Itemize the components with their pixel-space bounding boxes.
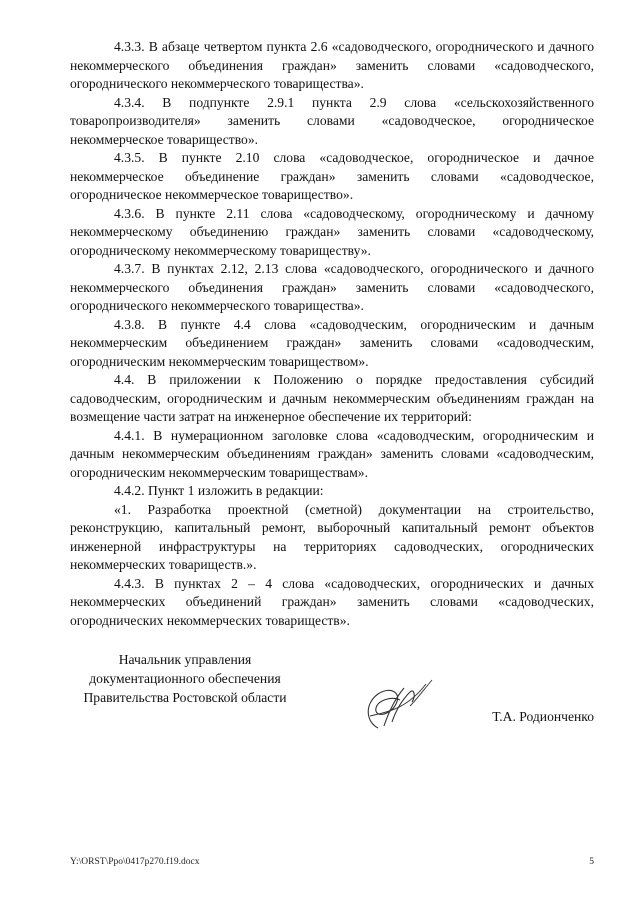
- page-number: 5: [589, 857, 594, 867]
- signature-block: [70, 650, 594, 740]
- paragraph-4-3-7: 4.3.7. В пунктах 2.12, 2.13 слова «садоводческого, огороднического и дачного некоммерческого объединения граждан» заменить словами «садоводческого, огороднического некоммерческого товарищества».: [70, 261, 594, 313]
- signatory-title-line-3: Правительства Ростовской области: [83, 690, 287, 705]
- document-page: [70, 38, 594, 724]
- paragraph-4-4-2: 4.4.2. Пункт 1 изложить в редакции:: [114, 483, 324, 498]
- handwritten-signature: [356, 670, 436, 740]
- signatory-title: [70, 650, 300, 707]
- paragraph-4-3-4: 4.3.4. В подпункте 2.9.1 пункта 2.9 слова «сельскохозяйственного товаропроизводителя» заменить словами «садоводческое, огородническое некоммерческое товарищество».: [70, 94, 594, 147]
- paragraph-4-4: 4.4. В приложении к Положению о порядке предоставления субсидий садоводческим, огородническим и дачным некоммерческим объединениям граждан на возмещение части затрат на инженерное обеспечение их территорий:: [70, 372, 594, 424]
- signatory-name: Т.А. Родионченко: [492, 709, 594, 724]
- paragraph-4-4-1: 4.4.1. В нумерационном заголовке слова «садоводческим, огородническим и дачным некоммерческим объединениям граждан» заменить словами «садоводческим, огородническим некоммерческим товариществам».: [70, 427, 594, 480]
- paragraph-4-4-3: 4.4.3. В пунктах 2 – 4 слова «садоводческих, огороднических и дачных некоммерческих объединений граждан» заменить словами «садоводческих, огороднических некоммерческих товариществ».: [70, 575, 594, 628]
- paragraph-4-3-5: 4.3.5. В пункте 2.10 слова «садоводческое, огородническое и дачное некоммерческое объединение граждан» заменить словами «садоводческое, огородническое некоммерческое товарищество».: [70, 150, 594, 202]
- page-footer: [70, 857, 594, 871]
- paragraph-quoted-item-1: «1. Разработка проектной (сметной) документации на строительство, реконструкцию, капитальный ремонт, выборочный капитальный ремонт объектов инженерной инфраструктуры на территориях садоводческих, огороднических некоммерческих товариществ.».: [70, 501, 594, 572]
- paragraph-4-3-3: 4.3.3. В абзаце четвертом пункта 2.6 «садоводческого, огороднического и дачного некоммерческого объединения граждан» заменить словами «садоводческого, огороднического некоммерческого товарищества».: [70, 39, 594, 91]
- file-path: Y:\ORST\Ppo\0417p270.f19.docx: [70, 857, 200, 867]
- signatory-title-line-2: документационного обеспечения: [89, 671, 281, 686]
- signatory-title-line-1: Начальник управления: [118, 652, 252, 667]
- paragraph-4-3-6: 4.3.6. В пункте 2.11 слова «садоводческому, огородническому и дачному некоммерческому объединению граждан» заменить словами «садоводческому, огородническому некоммерческому товариществу».: [70, 205, 594, 258]
- paragraph-4-3-8: 4.3.8. В пункте 4.4 слова «садоводческим, огородническим и дачным некоммерческим объединением граждан» заменить словами «садоводческим, огородническим некоммерческим товариществом».: [70, 316, 594, 369]
